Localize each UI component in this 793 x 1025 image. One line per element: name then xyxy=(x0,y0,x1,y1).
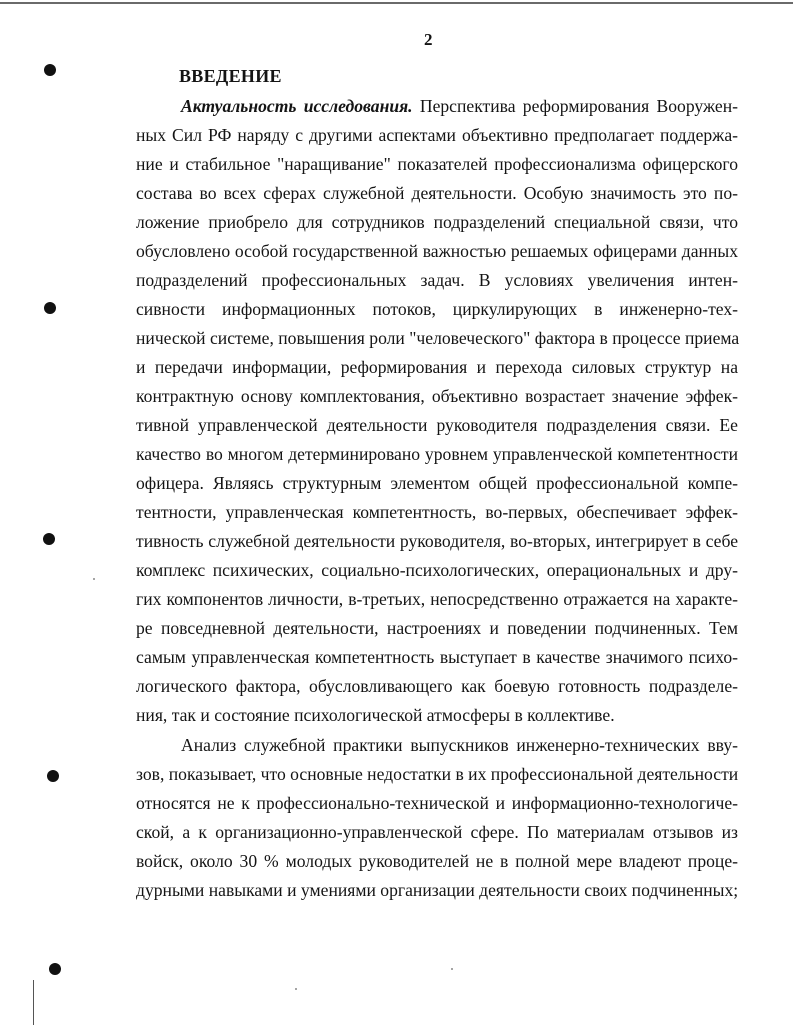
text-line: Анализ служебной практики выпускников инженерно-технических вву- xyxy=(181,735,738,755)
text-line: сивности информационных потоков, циркулирующих в инженерно-тех- xyxy=(136,299,738,319)
scan-top-border xyxy=(0,2,793,4)
text-line: нической системе, повышения роли "человеческого" фактора в процессе приема xyxy=(136,328,740,348)
binder-hole-mark xyxy=(44,64,56,76)
text-line: тентности, управленческая компетентность, во-первых, обеспечивает эффек- xyxy=(136,502,738,522)
text-line: дурными навыками и умениями организации деятельности своих подчиненных; xyxy=(136,880,739,900)
text-line: логического фактора, обусловливающего как боевую готовность подразделе- xyxy=(136,676,738,696)
text-line: тивной управленческой деятельности руководителя подразделения связи. Ее xyxy=(136,415,738,435)
text-line xyxy=(181,94,738,118)
text-line: ние и стабильное "наращивание" показателей профессионализма офицерского xyxy=(136,154,738,174)
text-line: офицера. Являясь структурным элементом общей профессиональной компе- xyxy=(136,473,738,493)
text-line: относятся не к профессионально-технической и информационно-технологиче- xyxy=(136,793,738,813)
binder-hole-mark xyxy=(43,533,55,545)
text-line: ных Сил РФ наряду с другими аспектами объективно предполагает поддержа- xyxy=(136,125,738,145)
text-line: ния, так и состояние психологической атмосферы в коллективе. xyxy=(136,705,615,725)
text-line: обусловлено особой государственной важностью решаемых офицерами данных xyxy=(136,241,738,261)
line-text: Перспектива реформирования Вооружен- xyxy=(419,96,738,116)
text-line: ской, а к организационно-управленческой сфере. По материалам отзывов из xyxy=(136,822,738,842)
text-line: качество во многом детерминировано уровнем управленческой компетентности xyxy=(136,444,738,464)
text-line: и передачи информации, реформирования и перехода силовых структур на xyxy=(136,357,738,377)
lead-in-phrase: Актуальность исследования. xyxy=(181,96,413,116)
text-line: войск, около 30 % молодых руководителей не в полной мере владеют проце- xyxy=(136,851,738,871)
text-line: состава во всех сферах служебной деятельности. Особую значимость это по- xyxy=(136,183,738,203)
text-line: гих компонентов личности, в-третьих, непосредственно отражается на характе- xyxy=(136,589,738,609)
binder-hole-mark xyxy=(47,770,59,782)
text-line: зов, показывает, что основные недостатки в их профессиональной деятельности xyxy=(136,764,739,784)
text-line: ложение приобрело для сотрудников подразделений специальной связи, что xyxy=(136,212,738,232)
text-line: тивность служебной деятельности руководителя, во-вторых, интегрирует в себе xyxy=(136,531,738,551)
scan-left-edge xyxy=(33,980,34,1025)
scan-speck xyxy=(451,968,453,970)
scan-speck xyxy=(295,988,297,990)
page-number: 2 xyxy=(424,30,433,49)
text-line: подразделений профессиональных задач. В условиях увеличения интен- xyxy=(136,270,738,290)
text-line: ре повседневной деятельности, настроениях и поведении подчиненных. Тем xyxy=(136,618,738,638)
text-line: контрактную основу комплектования, объективно возрастает значение эффек- xyxy=(136,386,738,406)
scan-speck xyxy=(93,578,95,580)
text-line: комплекс психических, социально-психологических, операциональных и дру- xyxy=(136,560,738,580)
binder-hole-mark xyxy=(49,963,61,975)
text-line: самым управленческая компетентность выступает в качестве значимого психо- xyxy=(136,647,738,667)
binder-hole-mark xyxy=(44,302,56,314)
section-heading: ВВЕДЕНИЕ xyxy=(179,66,282,86)
